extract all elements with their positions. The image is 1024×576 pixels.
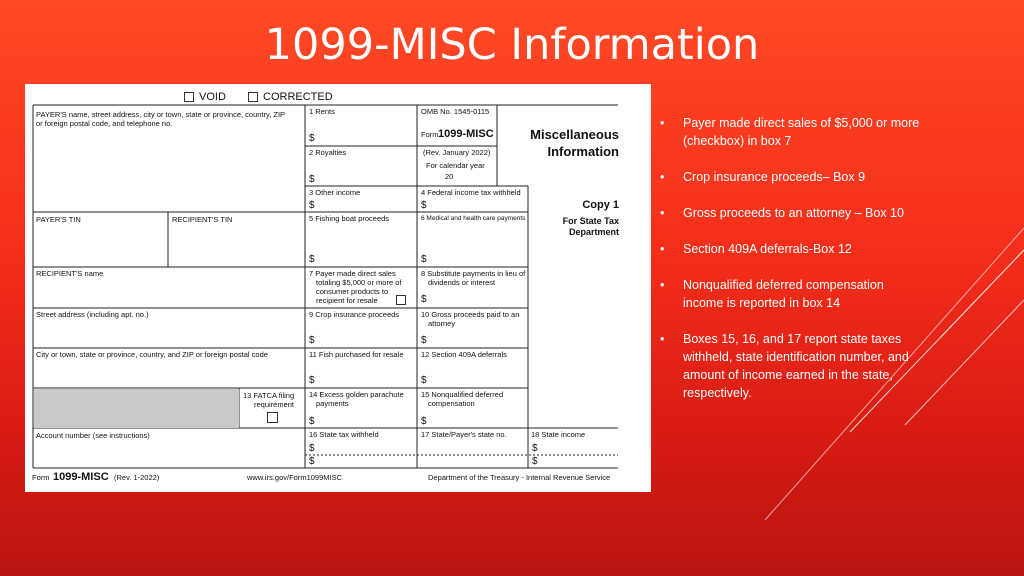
form-name: 1099-MISC [438, 128, 494, 140]
copy-label: Copy 1 [582, 199, 619, 211]
form-1099-misc-image [25, 84, 651, 492]
box18-dollar-2: $ [532, 456, 538, 467]
bullet-dot: • [660, 206, 665, 220]
box6-label: 6 Medical and health care payments [421, 215, 526, 222]
payer-tin-label: PAYER'S TIN [36, 215, 81, 224]
corrected-checkbox [248, 92, 258, 102]
box18-label: 18 State income [531, 430, 586, 439]
bullet-text: Crop insurance proceeds– Box 9 [683, 170, 866, 184]
box1-dollar: $ [309, 133, 315, 144]
misc-title-line2: Information [547, 144, 619, 159]
box7-label-line1: 7 Payer made direct sales [309, 269, 396, 278]
bullet-text: Payer made direct sales of $5,000 or more (checkbox) in box 7 [683, 116, 920, 148]
box14-label-line2: payments [316, 399, 349, 408]
box17-label: 17 State/Payer's state no. [421, 430, 507, 439]
copy-for-line1: For State Tax [562, 216, 619, 226]
footer-form-label: Form [32, 473, 50, 482]
rev-date: (Rev. January 2022) [423, 148, 491, 157]
recipient-name-label: RECIPIENT'S name [36, 269, 104, 278]
city-label: City or town, state or province, country, and ZIP or foreign postal code [36, 350, 268, 359]
shaded-area [34, 389, 239, 428]
footer-rev: (Rev. 1-2022) [114, 473, 160, 482]
box15-label-line1: 15 Nonqualified deferred [421, 390, 504, 399]
fatca-checkbox [267, 412, 278, 423]
year-value: 20 [445, 172, 454, 181]
payer-name-label-line2: or foreign postal code, and telephone no. [36, 119, 173, 128]
bullet-dot: • [660, 278, 665, 292]
corrected-label: CORRECTED [263, 91, 333, 103]
box8-label-line1: 8 Substitute payments in lieu of [421, 269, 526, 278]
slide-title: 1099-MISC Information [264, 20, 760, 70]
box13-label-line1: 13 FATCA filing [243, 391, 295, 400]
box6-dollar: $ [421, 254, 427, 265]
box14-label-line1: 14 Excess golden parachute [309, 390, 404, 399]
account-number-label: Account number (see instructions) [36, 431, 150, 440]
box15-label-line2: compensation [428, 399, 475, 408]
bullet-text: Nonqualified deferred compensation income is reported in box 14 [683, 278, 884, 310]
box13-label-line2: requirement [254, 400, 295, 409]
bullet-dot: • [660, 332, 665, 346]
box5-label: 5 Fishing boat proceeds [309, 214, 390, 223]
bullet-text: Boxes 15, 16, and 17 report state taxes withheld, state identification number, and amount of income earned in the state, respectively. [683, 332, 909, 400]
box18-dollar-1: $ [532, 443, 538, 454]
bullet-text: Gross proceeds to an attorney – Box 10 [683, 206, 904, 220]
calendar-year-label: For calendar year [426, 161, 485, 170]
box10-dollar: $ [421, 335, 427, 346]
box12-dollar: $ [421, 375, 427, 386]
payer-name-label-line1: PAYER'S name, street address, city or town, state or province, country, ZIP [36, 110, 286, 119]
form-label: Form [421, 130, 439, 139]
box16-label: 16 State tax withheld [309, 430, 379, 439]
box7-label-line2: totaling $5,000 or more of [316, 278, 402, 287]
box5-dollar: $ [309, 254, 315, 265]
box4-label: 4 Federal income tax withheld [421, 188, 521, 197]
footer-department: Department of the Treasury - Internal Revenue Service [428, 473, 611, 482]
bullet-dot: • [660, 242, 665, 256]
void-checkbox [184, 92, 194, 102]
footer-form-name: 1099-MISC [53, 471, 109, 483]
box4-dollar: $ [421, 200, 427, 211]
box11-dollar: $ [309, 375, 315, 386]
box9-label: 9 Crop insurance proceeds [309, 310, 400, 319]
box8-label-line2: dividends or interest [428, 278, 496, 287]
box3-label: 3 Other income [309, 188, 361, 197]
box2-label: 2 Royalties [309, 148, 347, 157]
box11-label: 11 Fish purchased for resale [309, 350, 404, 359]
box7-label-line4: recipient for resale [316, 296, 378, 305]
omb-number: OMB No. 1545-0115 [421, 107, 490, 116]
box16-dollar-1: $ [309, 443, 315, 454]
box15-dollar: $ [421, 416, 427, 427]
bullet-dot: • [660, 116, 665, 130]
box1-label: 1 Rents [309, 107, 335, 116]
box16-dollar-2: $ [309, 456, 315, 467]
box2-dollar: $ [309, 174, 315, 185]
box8-dollar: $ [421, 294, 427, 305]
street-address-label: Street address (including apt. no.) [36, 310, 149, 319]
box9-dollar: $ [309, 335, 315, 346]
copy-for-line2: Department [568, 227, 619, 237]
box10-label-line2: attorney [428, 319, 456, 328]
box14-dollar: $ [309, 416, 315, 427]
box7-label-line3: consumer products to [316, 287, 389, 296]
misc-title-line1: Miscellaneous [530, 127, 619, 142]
void-label: VOID [199, 91, 226, 103]
box10-label-line1: 10 Gross proceeds paid to an [421, 310, 520, 319]
box7-checkbox [396, 295, 406, 305]
footer-url: www.irs.gov/Form1099MISC [247, 473, 343, 482]
box12-label: 12 Section 409A deferrals [421, 350, 507, 359]
bullet-dot: • [660, 170, 665, 184]
box3-dollar: $ [309, 200, 315, 211]
recipient-tin-label: RECIPIENT'S TIN [172, 215, 233, 224]
bullet-text: Section 409A deferrals-Box 12 [683, 242, 852, 256]
